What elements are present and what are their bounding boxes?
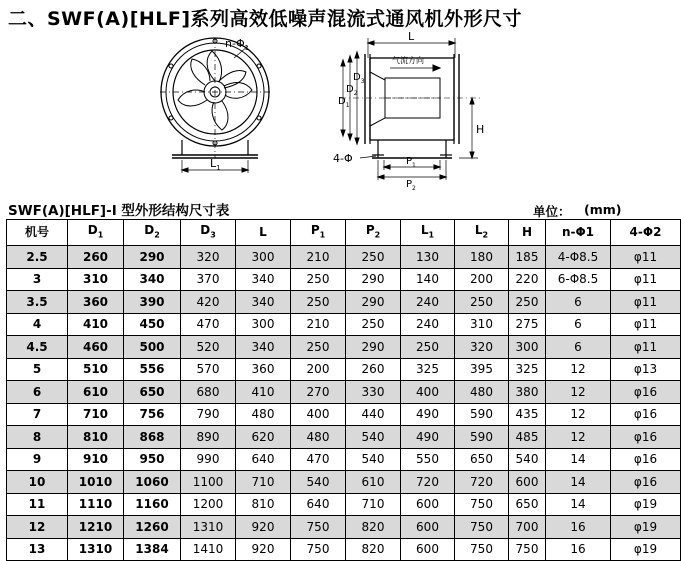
column-header-label: P — [365, 223, 375, 237]
table-row — [7, 403, 681, 426]
column-header-label: n-Φ1 — [561, 225, 595, 240]
table-row — [7, 358, 681, 381]
table-cell: 510 — [68, 358, 124, 381]
table-cell: 440 — [346, 403, 401, 426]
front-view-drawing — [160, 38, 270, 173]
table-cell: 250 — [509, 291, 546, 314]
table-cell: 460 — [68, 336, 124, 359]
table-cell: 485 — [509, 426, 546, 449]
table-cell: 2.5 — [7, 246, 68, 269]
column-header — [611, 220, 681, 246]
airflow-label: 气流方向 — [392, 56, 424, 65]
table-cell: 8 — [7, 426, 68, 449]
table-cell: φ11 — [611, 313, 681, 336]
table-cell: 820 — [346, 538, 401, 561]
table-cell: 420 — [181, 291, 236, 314]
table-cell: 250 — [291, 291, 346, 314]
table-cell: 240 — [401, 313, 455, 336]
d1-label: $D_1$ — [338, 96, 350, 109]
table-row — [7, 426, 681, 449]
table-cell: φ11 — [611, 291, 681, 314]
column-header — [7, 220, 68, 246]
table-cell: 3.5 — [7, 291, 68, 314]
table-cell: 650 — [124, 381, 181, 404]
table-cell: 480 — [291, 426, 346, 449]
table-cell: 700 — [509, 516, 546, 539]
table-cell: 450 — [124, 313, 181, 336]
table-cell: 260 — [68, 246, 124, 269]
table-row — [7, 448, 681, 471]
table-cell: 470 — [181, 313, 236, 336]
table-cell: 370 — [181, 268, 236, 291]
table-cell: 1100 — [181, 471, 236, 494]
table-cell: 610 — [346, 471, 401, 494]
table-cell: 390 — [124, 291, 181, 314]
table-cell: 210 — [291, 313, 346, 336]
d3-label: $D_3$ — [353, 72, 365, 85]
table-row — [7, 538, 681, 561]
column-header-label: D — [200, 223, 211, 237]
table-cell: 820 — [346, 516, 401, 539]
table-cell: 435 — [509, 403, 546, 426]
table-cell: 600 — [401, 538, 455, 561]
page-title: 二、SWF(A)[HLF]系列高效低噪声混流式通风机外形尺寸 — [8, 8, 523, 30]
table-cell: 320 — [181, 246, 236, 269]
table-cell: 500 — [124, 336, 181, 359]
table-cell: 650 — [509, 493, 546, 516]
table-cell: 1310 — [68, 538, 124, 561]
dimension-table — [6, 219, 681, 561]
table-cell: 340 — [236, 268, 291, 291]
column-header-label: H — [521, 225, 533, 240]
table-cell: 6 — [7, 381, 68, 404]
table-cell: 330 — [346, 381, 401, 404]
table-cell: 1310 — [181, 516, 236, 539]
table-cell: 600 — [401, 493, 455, 516]
table-cell: 540 — [509, 448, 546, 471]
table-cell: 325 — [401, 358, 455, 381]
column-header-subscript: 2 — [154, 230, 160, 240]
table-cell: 600 — [401, 516, 455, 539]
column-header-label: L — [259, 225, 267, 240]
table-cell: 320 — [455, 336, 509, 359]
table-cell: 11 — [7, 493, 68, 516]
table-cell: φ11 — [611, 246, 681, 269]
table-cell: φ11 — [611, 336, 681, 359]
table-cell: 3 — [7, 268, 68, 291]
table-cell: 9 — [7, 448, 68, 471]
table-cell: 4-Φ8.5 — [546, 246, 611, 269]
table-cell: 556 — [124, 358, 181, 381]
front-width-label: $L_1$ — [210, 157, 221, 172]
unit-label: 单位： — [533, 204, 571, 219]
table-cell: 680 — [181, 381, 236, 404]
table-cell: 750 — [455, 516, 509, 539]
table-cell: 920 — [236, 516, 291, 539]
table-cell: 300 — [509, 336, 546, 359]
table-row — [7, 246, 681, 269]
table-cell: φ16 — [611, 426, 681, 449]
table-cell: 290 — [346, 291, 401, 314]
table-cell: 470 — [291, 448, 346, 471]
table-cell: 1010 — [68, 471, 124, 494]
table-cell: 13 — [7, 538, 68, 561]
table-cell: 950 — [124, 448, 181, 471]
table-cell: 710 — [346, 493, 401, 516]
table-cell: 200 — [455, 268, 509, 291]
table-cell: 14 — [546, 493, 611, 516]
table-cell: 180 — [455, 246, 509, 269]
table-cell: 570 — [181, 358, 236, 381]
table-cell: 250 — [291, 268, 346, 291]
column-header-subscript: 2 — [374, 230, 381, 240]
table-cell: 490 — [401, 403, 455, 426]
table-cell: 185 — [509, 246, 546, 269]
column-header-subscript: 1 — [319, 230, 326, 240]
table-cell: φ16 — [611, 471, 681, 494]
table-cell: 10 — [7, 471, 68, 494]
table-cell: 14 — [546, 471, 611, 494]
table-cell: 1410 — [181, 538, 236, 561]
table-cell: 14 — [546, 448, 611, 471]
table-cell: 140 — [401, 268, 455, 291]
table-row — [7, 336, 681, 359]
table-cell: 290 — [346, 336, 401, 359]
column-header-subscript: 1 — [428, 230, 435, 240]
table-cell: 490 — [401, 426, 455, 449]
table-cell: 250 — [401, 336, 455, 359]
column-header — [401, 220, 455, 246]
table-cell: 610 — [68, 381, 124, 404]
table-cell: 4.5 — [7, 336, 68, 359]
d2-label: $D_2$ — [346, 84, 358, 97]
table-cell: 750 — [291, 516, 346, 539]
table-cell: 270 — [291, 381, 346, 404]
table-cell: φ16 — [611, 403, 681, 426]
unit-value: (mm) — [584, 202, 622, 217]
table-cell: 910 — [68, 448, 124, 471]
table-cell: 480 — [236, 403, 291, 426]
column-header — [181, 220, 236, 246]
table-cell: 12 — [7, 516, 68, 539]
table-cell: 990 — [181, 448, 236, 471]
table-cell: 12 — [546, 381, 611, 404]
front-holes-label: $n-\Phi_1$ — [225, 37, 250, 52]
height-label: H — [476, 123, 485, 136]
table-cell: 6 — [546, 336, 611, 359]
table-cell: 480 — [455, 381, 509, 404]
table-cell: 868 — [124, 426, 181, 449]
column-header-label: 机号 — [24, 225, 49, 240]
table-cell: 310 — [455, 313, 509, 336]
column-header — [546, 220, 611, 246]
table-cell: 590 — [455, 426, 509, 449]
table-cell: 640 — [291, 493, 346, 516]
table-cell: 750 — [455, 493, 509, 516]
table-cell: 620 — [236, 426, 291, 449]
column-header-subscript: 2 — [482, 230, 489, 240]
table-row — [7, 493, 681, 516]
table-cell: φ13 — [611, 358, 681, 381]
table-cell: 240 — [401, 291, 455, 314]
table-cell: 410 — [68, 313, 124, 336]
table-cell: 750 — [291, 538, 346, 561]
table-cell: 400 — [291, 403, 346, 426]
table-cell: 540 — [346, 448, 401, 471]
table-cell: 640 — [236, 448, 291, 471]
table-cell: 250 — [346, 313, 401, 336]
table-cell: φ11 — [611, 268, 681, 291]
table-cell: 260 — [346, 358, 401, 381]
table-cell: 1260 — [124, 516, 181, 539]
table-cell: 325 — [509, 358, 546, 381]
table-cell: 756 — [124, 403, 181, 426]
table-cell: 520 — [181, 336, 236, 359]
table-cell: 750 — [509, 538, 546, 561]
table-row — [7, 471, 681, 494]
column-header-label: D — [144, 223, 155, 237]
table-cell: 220 — [509, 268, 546, 291]
table-row — [7, 291, 681, 314]
table-cell: 250 — [455, 291, 509, 314]
fan-dimension-drawings — [0, 30, 625, 190]
table-cell: 12 — [546, 358, 611, 381]
table-cell: 16 — [546, 516, 611, 539]
table-cell: 340 — [236, 291, 291, 314]
table-cell: 410 — [236, 381, 291, 404]
table-cell: 395 — [455, 358, 509, 381]
table-cell: 5 — [7, 358, 68, 381]
table-cell: 12 — [546, 426, 611, 449]
table-cell: 130 — [401, 246, 455, 269]
table-cell: 360 — [68, 291, 124, 314]
column-header — [124, 220, 181, 246]
table-cell: 540 — [346, 426, 401, 449]
column-header-label: L — [474, 223, 483, 237]
table-cell: 1200 — [181, 493, 236, 516]
table-cell: 340 — [124, 268, 181, 291]
table-body — [7, 246, 681, 561]
table-cell: 4 — [7, 313, 68, 336]
table-cell: 720 — [455, 471, 509, 494]
table-cell: 250 — [346, 246, 401, 269]
table-title: SWF(A)[HLF]-I 型外形结构尺寸表 — [8, 203, 230, 219]
table-cell: 720 — [401, 471, 455, 494]
column-header — [236, 220, 291, 246]
table-cell: 750 — [455, 538, 509, 561]
table-cell: 6 — [546, 291, 611, 314]
table-row — [7, 268, 681, 291]
column-header-subscript: 3 — [210, 230, 216, 240]
table-cell: φ19 — [611, 538, 681, 561]
table-cell: 1160 — [124, 493, 181, 516]
table-cell: 810 — [68, 426, 124, 449]
table-cell: 1210 — [68, 516, 124, 539]
table-row — [7, 516, 681, 539]
table-cell: 650 — [455, 448, 509, 471]
table-cell: φ16 — [611, 381, 681, 404]
column-header — [509, 220, 546, 246]
table-cell: 540 — [291, 471, 346, 494]
table-cell: 790 — [181, 403, 236, 426]
table-cell: 550 — [401, 448, 455, 471]
column-header-label: D — [87, 223, 98, 237]
side-length-label: L — [408, 30, 415, 43]
table-cell: φ19 — [611, 516, 681, 539]
table-cell: 1384 — [124, 538, 181, 561]
table-cell: 300 — [236, 246, 291, 269]
table-row — [7, 381, 681, 404]
column-header — [346, 220, 401, 246]
table-cell: 250 — [291, 336, 346, 359]
foot-holes-label: 4-Φ — [333, 152, 353, 165]
p1-label: $P_1$ — [406, 156, 416, 169]
p2-label: $P_2$ — [406, 179, 416, 192]
table-cell: 710 — [68, 403, 124, 426]
table-cell: 340 — [236, 336, 291, 359]
table-cell: 810 — [236, 493, 291, 516]
table-cell: 7 — [7, 403, 68, 426]
table-cell: φ19 — [611, 493, 681, 516]
table-cell: φ16 — [611, 448, 681, 471]
table-header-row — [7, 220, 681, 246]
table-cell: 300 — [236, 313, 291, 336]
table-cell: 310 — [68, 268, 124, 291]
column-header-label: 4-Φ2 — [629, 225, 662, 240]
column-header-label: P — [310, 223, 320, 237]
table-cell: 290 — [124, 246, 181, 269]
column-header — [455, 220, 509, 246]
table-cell: 400 — [401, 381, 455, 404]
table-cell: 890 — [181, 426, 236, 449]
table-cell: 6-Φ8.5 — [546, 268, 611, 291]
table-cell: 1110 — [68, 493, 124, 516]
column-header-label: L — [420, 223, 429, 237]
column-header-subscript: 1 — [97, 230, 104, 240]
table-cell: 200 — [291, 358, 346, 381]
table-cell: 1060 — [124, 471, 181, 494]
table-cell: 590 — [455, 403, 509, 426]
table-cell: 600 — [509, 471, 546, 494]
table-cell: 360 — [236, 358, 291, 381]
table-cell: 920 — [236, 538, 291, 561]
table-cell: 16 — [546, 538, 611, 561]
table-cell: 380 — [509, 381, 546, 404]
table-cell: 275 — [509, 313, 546, 336]
table-cell: 210 — [291, 246, 346, 269]
table-cell: 290 — [346, 268, 401, 291]
table-cell: 710 — [236, 471, 291, 494]
column-header — [291, 220, 346, 246]
table-row — [7, 313, 681, 336]
table-cell: 12 — [546, 403, 611, 426]
column-header — [68, 220, 124, 246]
table-cell: 6 — [546, 313, 611, 336]
